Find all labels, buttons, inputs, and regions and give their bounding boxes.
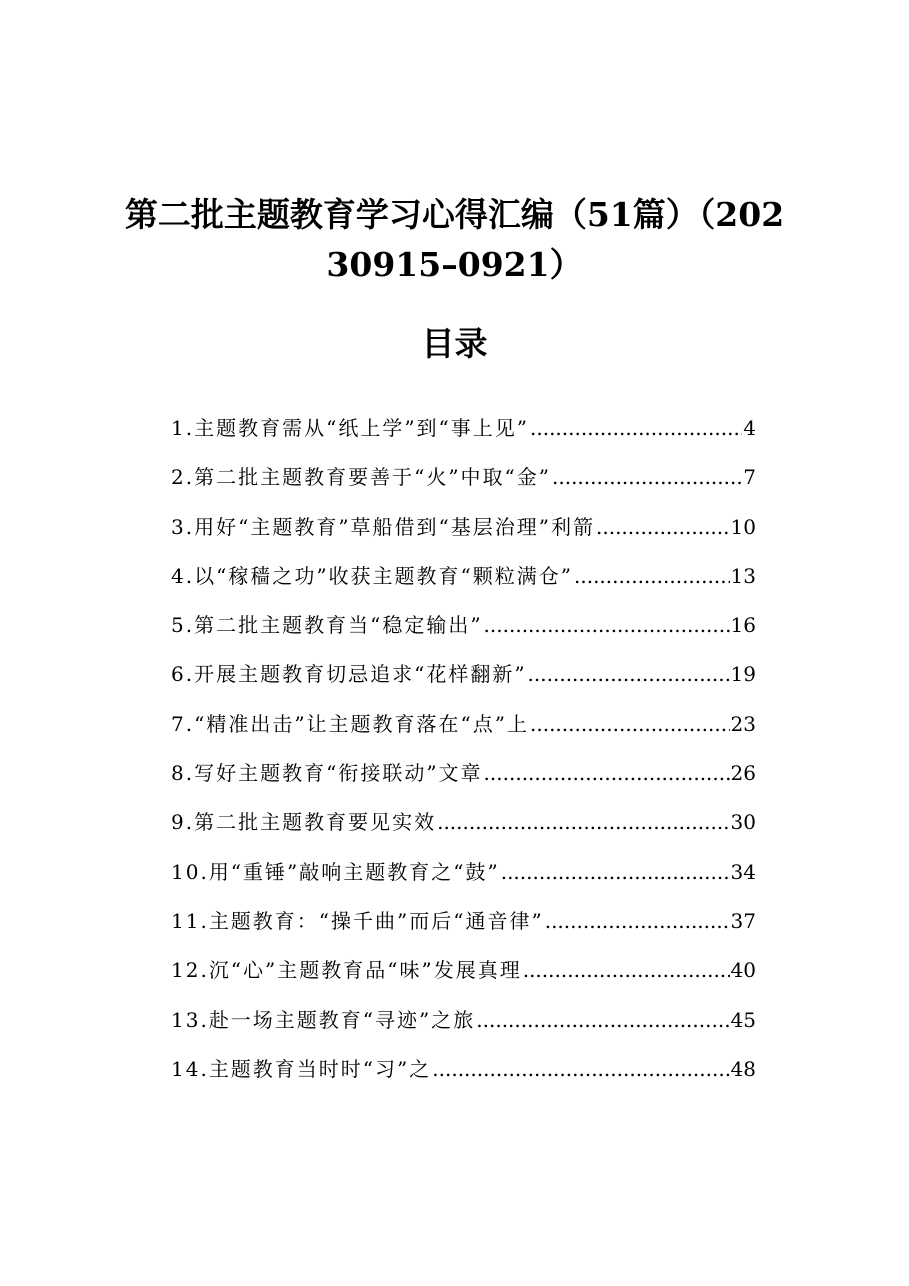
toc-entry[interactable]: [171, 601, 756, 650]
toc-entry-title: 9.第二批主题教育要见实效: [171, 810, 437, 835]
toc-heading: 目录: [421, 324, 488, 363]
toc-entry-title: 1.主题教育需从“纸上学”到“事上见”: [171, 416, 529, 440]
toc-leader-dots: [596, 503, 730, 552]
toc-entry[interactable]: [171, 503, 756, 552]
document-title-line-1: 第二批主题教育学习心得汇编（51篇）（202: [124, 195, 785, 234]
toc-entry-title: 8.写好主题教育“衔接联动”文章: [171, 761, 483, 786]
toc-page-number: 16: [730, 613, 756, 638]
toc-page-number: 19: [730, 662, 756, 687]
toc-page-number: 10: [730, 514, 756, 539]
toc-leader-dots: [484, 601, 730, 650]
toc-entry-number: 4.: [171, 563, 195, 588]
toc-page-number: 30: [730, 810, 756, 835]
document-title-line-2: 30915–0921）: [326, 245, 583, 284]
toc-leader-dots: [432, 1045, 729, 1094]
toc-page-number: 4: [743, 416, 756, 440]
toc-entry[interactable]: [171, 996, 756, 1045]
toc-entry[interactable]: [171, 453, 756, 502]
toc-page-number: 45: [730, 1007, 756, 1032]
toc-entry[interactable]: [171, 404, 756, 453]
toc-entry-title: 13.赴一场主题教育“寻迹”之旅: [171, 1007, 476, 1032]
toc-entry-title: 14.主题教育当时时“习”之: [171, 1056, 432, 1081]
toc-entry-number: 1.: [171, 416, 195, 440]
toc-entry-number: 14.: [171, 1056, 209, 1081]
toc-page-number: 7: [743, 465, 756, 490]
toc-leader-dots: [501, 848, 730, 897]
toc-entry[interactable]: [171, 946, 756, 995]
toc-page-number: 48: [730, 1056, 756, 1081]
toc-entry-number: 12.: [171, 958, 209, 983]
toc-entry[interactable]: [171, 848, 756, 897]
toc-leader-dots: [528, 650, 730, 699]
toc-entry-title: 12.沉“心”主题教育品“味”发展真理: [171, 958, 522, 983]
toc-entry-number: 3.: [171, 514, 195, 539]
toc-entry-number: 6.: [171, 662, 195, 687]
toc-leader-dots: [545, 897, 730, 946]
toc-page-number: 26: [730, 761, 756, 786]
table-of-contents: [171, 404, 756, 1094]
toc-entry-title: 2.第二批主题教育要善于“火”中取“金”: [171, 465, 551, 490]
toc-entry-number: 11.: [171, 908, 209, 933]
toc-entry-number: 8.: [171, 761, 195, 786]
toc-entry-number: 2.: [171, 465, 195, 490]
toc-entry-title: 4.以“稼穑之功”收获主题教育“颗粒满仓”: [171, 563, 573, 588]
toc-leader-dots: [530, 700, 730, 749]
toc-entry-number: 9.: [171, 810, 195, 835]
toc-entry-title: 5.第二批主题教育当“稳定输出”: [171, 613, 483, 638]
toc-entry-title: 11.主题教育：“操千曲”而后“通音律”: [171, 908, 544, 933]
toc-page-number: 13: [730, 563, 756, 588]
toc-leader-dots: [523, 946, 730, 995]
toc-entry[interactable]: [171, 700, 756, 749]
toc-page-number: 37: [730, 908, 756, 933]
toc-entry[interactable]: [171, 798, 756, 847]
toc-page-number: 34: [730, 859, 756, 884]
toc-entry[interactable]: [171, 552, 756, 601]
document-title: [0, 190, 909, 290]
toc-entry[interactable]: [171, 749, 756, 798]
toc-page-number: 40: [730, 958, 756, 983]
toc-entry[interactable]: [171, 1045, 756, 1094]
toc-entry-title: 6.开展主题教育切忌追求“花样翻新”: [171, 662, 527, 687]
toc-leader-dots: [476, 996, 729, 1045]
toc-page-number: 23: [730, 711, 756, 736]
toc-entry-title: 3.用好“主题教育”草船借到“基层治理”利箭: [171, 514, 595, 539]
toc-entry[interactable]: [171, 897, 756, 946]
toc-leader-dots: [574, 552, 730, 601]
toc-entry-title: 7.“精准出击”让主题教育落在“点”上: [171, 711, 529, 736]
toc-leader-dots: [484, 749, 730, 798]
toc-entry-number: 13.: [171, 1007, 209, 1032]
toc-leader-dots: [552, 453, 742, 502]
toc-entry-number: 5.: [171, 613, 195, 638]
toc-leader-dots: [530, 404, 742, 453]
toc-leader-dots: [437, 798, 729, 847]
toc-entry-number: 10.: [171, 859, 209, 884]
toc-entry-number: 7.: [171, 711, 195, 736]
toc-entry[interactable]: [171, 650, 756, 699]
toc-entry-title: 10.用“重锤”敲响主题教育之“鼓”: [171, 859, 500, 884]
